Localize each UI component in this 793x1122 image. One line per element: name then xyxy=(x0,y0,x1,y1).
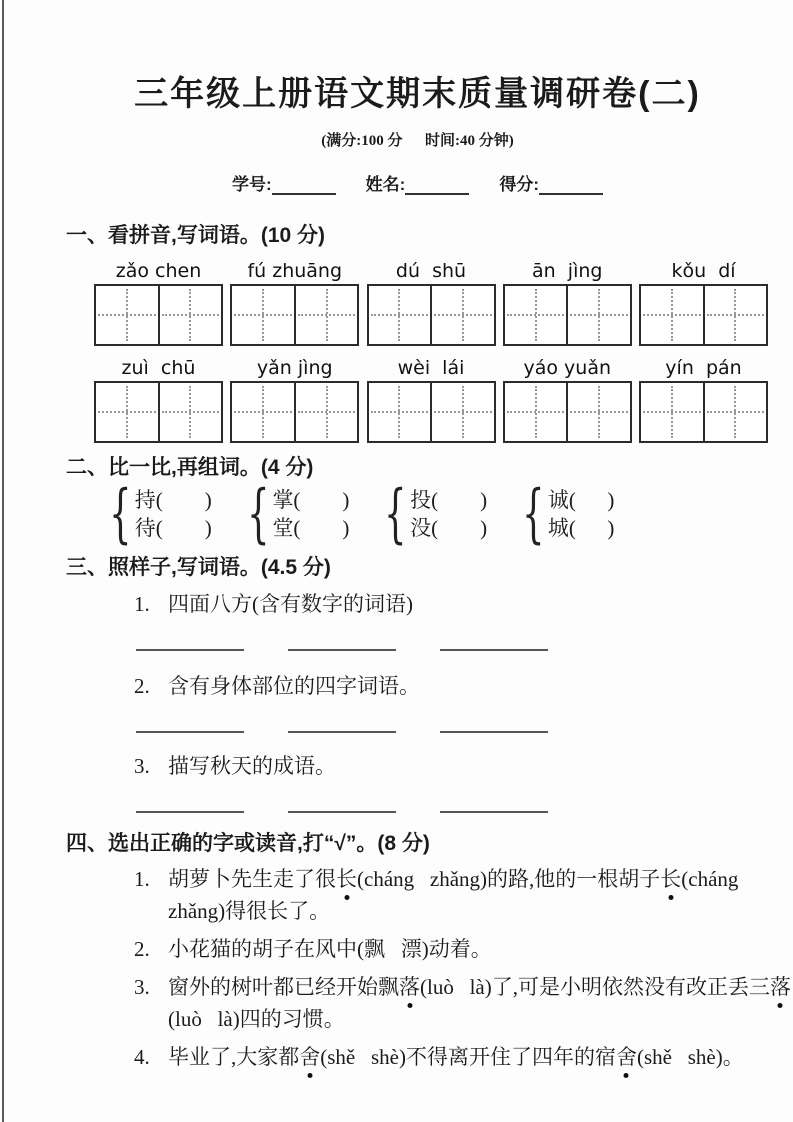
hanzi-grid-cell xyxy=(96,286,158,344)
brace-icon: { xyxy=(522,477,545,551)
blank-line xyxy=(288,729,396,733)
section-3-heading: 三、照样子,写词语。(4.5 分) xyxy=(66,556,331,579)
text-segment: 小花猫的胡子在风中(飘 漂)动着。 xyxy=(168,937,492,961)
question-item xyxy=(134,971,793,1035)
hanzi-grid-box xyxy=(367,284,496,346)
emphasized-character: 落 xyxy=(399,971,420,1003)
word-pair-bottom: 待( ) xyxy=(134,516,212,540)
exam-meta: (满分:100 分 时间:40 分钟) xyxy=(321,133,514,149)
hanzi-grid-cell xyxy=(703,383,767,441)
section-1-heading: 一、看拼音,写词语。(10 分) xyxy=(66,224,326,247)
question-number: 4. xyxy=(134,1045,150,1069)
emphasized-character: 长 xyxy=(336,863,357,895)
hanzi-grid-box xyxy=(367,381,496,443)
question-text: 四面八方(含有数字的词语) xyxy=(168,592,413,616)
hanzi-grid-cell xyxy=(294,286,358,344)
pinyin-label: fú zhuāng xyxy=(247,260,343,282)
text-segment: (luò là)了,可是小明依然没有改正丢三 xyxy=(420,975,770,999)
section-4-heading: 四、选出正确的字或读音,打“√”。(8 分) xyxy=(66,832,430,855)
hanzi-grid-cell xyxy=(641,383,703,441)
word-pair-top: 诚( ) xyxy=(547,488,615,512)
text-segment: (cháng zhǎng)的路,他的一根胡子 xyxy=(357,867,661,891)
name-field xyxy=(366,170,470,195)
pinyin-label: kǒu dí xyxy=(671,260,736,282)
name-label: 姓名: xyxy=(365,175,406,194)
question-number: 2. xyxy=(134,937,150,961)
score-label: 得分: xyxy=(499,175,539,194)
blank-line-row xyxy=(136,647,769,651)
question-text xyxy=(168,933,793,965)
hanzi-grid-cell xyxy=(232,286,294,344)
pinyin-row-1 xyxy=(94,260,768,282)
text-segment: (shě shè)不得离开住了四年的宿 xyxy=(320,1045,616,1069)
hanzi-grid-box xyxy=(639,381,768,443)
pinyin-label: yáo yuǎn xyxy=(523,357,612,379)
scan-edge-line xyxy=(2,0,4,1122)
emphasized-character: 舍 xyxy=(616,1041,637,1073)
hanzi-grid-cell xyxy=(294,383,358,441)
hanzi-grid-cell xyxy=(505,383,567,441)
pinyin-row-2 xyxy=(94,357,768,379)
student-id-field xyxy=(232,170,336,195)
brace-icon: { xyxy=(246,477,270,551)
hanzi-grid-cell xyxy=(566,286,630,344)
blank-line xyxy=(440,809,548,813)
word-pair-bottom: 堂( ) xyxy=(272,516,350,540)
text-segment: (shě shè)。 xyxy=(636,1045,744,1069)
pinyin-label: zuì chū xyxy=(121,357,196,379)
student-id-label: 学号: xyxy=(231,175,272,194)
section-2-heading: 二、比一比,再组词。(4 分) xyxy=(66,456,314,479)
question-number: 2. xyxy=(134,674,150,698)
word-pair xyxy=(375,477,488,551)
pinyin-label: dú shū xyxy=(395,260,467,282)
question-item xyxy=(134,673,769,699)
hanzi-grid-box xyxy=(639,284,768,346)
blank-line xyxy=(136,647,244,651)
score-field xyxy=(499,170,603,195)
pinyin-label: ān jìng xyxy=(532,260,603,282)
question-item xyxy=(134,1041,793,1073)
hanzi-grid-row-1 xyxy=(94,284,768,346)
score-blank xyxy=(539,175,603,195)
pinyin-label: yǎn jìng xyxy=(256,357,333,379)
text-segment: 窗外的树叶都已经开始飘 xyxy=(168,975,399,999)
word-pair xyxy=(513,477,615,551)
question-item xyxy=(134,591,769,617)
question-text: 含有身体部位的四字词语。 xyxy=(168,674,420,698)
word-pair-bottom: 没( ) xyxy=(410,516,488,540)
exam-title: 三年级上册语文期末质量调研卷(二) xyxy=(134,75,701,113)
hanzi-grid-box xyxy=(94,284,223,346)
hanzi-grid-cell xyxy=(158,383,222,441)
word-pair-top: 投( ) xyxy=(410,488,488,512)
hanzi-grid-box xyxy=(230,381,359,443)
emphasized-character: 舍 xyxy=(299,1041,320,1073)
text-segment: 毕业了,大家都 xyxy=(168,1045,300,1069)
hanzi-grid-cell xyxy=(430,286,494,344)
blank-line xyxy=(136,809,244,813)
question-item xyxy=(134,753,769,779)
word-pair xyxy=(100,477,212,551)
hanzi-grid-cell xyxy=(232,383,294,441)
word-pair xyxy=(238,477,350,551)
student-info-row xyxy=(66,170,769,195)
word-pair-top: 掌( ) xyxy=(272,488,350,512)
blank-line xyxy=(440,647,548,651)
student-id-blank xyxy=(272,175,336,195)
hanzi-grid-cell xyxy=(369,383,431,441)
question-item xyxy=(134,933,793,965)
text-segment: (luò là)四的习惯。 xyxy=(168,1007,345,1031)
word-pairs-row xyxy=(100,477,769,551)
hanzi-grid-cell xyxy=(158,286,222,344)
hanzi-grid-box xyxy=(94,381,223,443)
hanzi-grid-row-2 xyxy=(94,381,768,443)
hanzi-grid-cell xyxy=(505,286,567,344)
pinyin-label: zǎo chen xyxy=(115,260,202,282)
hanzi-grid-cell xyxy=(703,286,767,344)
blank-line-row xyxy=(136,729,769,733)
text-segment: 胡萝卜先生走了很 xyxy=(168,867,336,891)
hanzi-grid-box xyxy=(503,284,632,346)
question-text xyxy=(168,971,793,1035)
name-blank xyxy=(405,175,469,195)
brace-icon: { xyxy=(384,477,407,551)
emphasized-character: 长 xyxy=(660,863,681,895)
question-text xyxy=(168,1041,793,1073)
brace-icon: { xyxy=(109,477,132,551)
blank-line xyxy=(288,647,396,651)
question-number: 3. xyxy=(134,975,150,999)
question-text xyxy=(168,863,793,927)
hanzi-grid-box xyxy=(503,381,632,443)
section-1-grid-zone xyxy=(94,260,768,443)
hanzi-grid-cell xyxy=(96,383,158,441)
blank-line xyxy=(288,809,396,813)
question-number: 3. xyxy=(134,754,150,778)
blank-line xyxy=(136,729,244,733)
pinyin-label: yín pán xyxy=(665,357,742,379)
question-item xyxy=(134,863,793,927)
question-number: 1. xyxy=(134,592,150,616)
hanzi-grid-cell xyxy=(369,286,431,344)
text-segment: (cháng zhǎng)得很长了。 xyxy=(168,867,755,923)
hanzi-grid-cell xyxy=(566,383,630,441)
hanzi-grid-box xyxy=(230,284,359,346)
hanzi-grid-cell xyxy=(430,383,494,441)
blank-line xyxy=(440,729,548,733)
pinyin-label: wèi lái xyxy=(397,357,465,379)
emphasized-character: 落 xyxy=(770,971,791,1003)
question-number: 1. xyxy=(134,867,150,891)
question-text: 描写秋天的成语。 xyxy=(168,754,336,778)
word-pair-top: 持( ) xyxy=(134,488,212,512)
hanzi-grid-cell xyxy=(641,286,703,344)
blank-line-row xyxy=(136,809,769,813)
word-pair-bottom: 城( ) xyxy=(547,516,615,540)
